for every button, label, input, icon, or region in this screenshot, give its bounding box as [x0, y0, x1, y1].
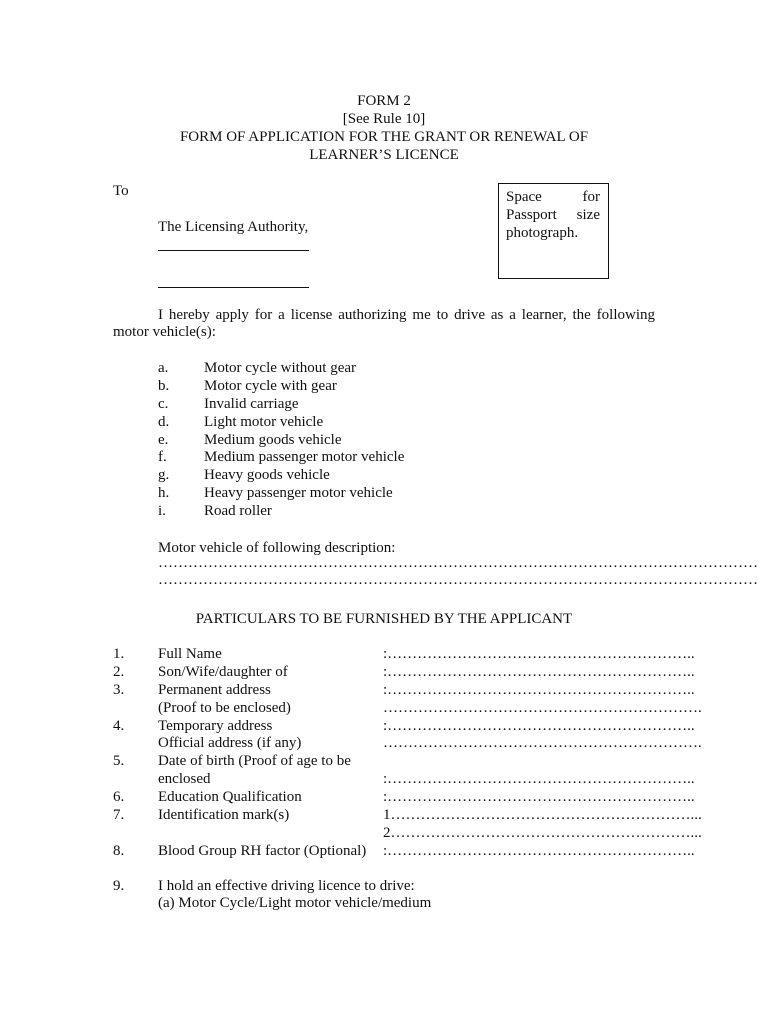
particulars-row: [113, 753, 658, 771]
item-label: Education Qualification: [158, 789, 302, 806]
rule-reference: [See Rule 10]: [342, 111, 426, 127]
item-number: 1.: [113, 646, 125, 662]
item-blank: ……………………………………………………….: [383, 735, 702, 752]
vehicle-class-label: Medium passenger motor vehicle: [204, 449, 405, 466]
vehicle-class-letter: i.: [158, 503, 166, 520]
form-header: [113, 92, 655, 164]
item-label: Date of birth (Proof of age to be: [158, 753, 351, 770]
vehicle-class-item: [158, 414, 558, 432]
vehicle-class-letter: f.: [158, 449, 167, 466]
vehicle-class-letter: g.: [158, 467, 170, 484]
vehicle-class-letter: a.: [158, 360, 169, 376]
address-blank-line: [158, 287, 309, 288]
vehicle-class-label: Road roller: [204, 503, 272, 520]
item-blank: :……………………………………………………..: [383, 789, 695, 806]
particulars-row: [113, 717, 695, 736]
vehicle-class-letter: c.: [158, 395, 169, 412]
vehicle-class-item: [158, 503, 558, 521]
item-number: 9.: [113, 878, 125, 894]
dotted-blank-line: …………………………………………………………………………………………………………: [158, 572, 758, 588]
vehicle-class-letter: e.: [158, 431, 169, 448]
particulars-heading: PARTICULARS TO BE FURNISHED BY THE APPLICANT: [195, 611, 573, 627]
item-number: 6.: [113, 789, 125, 806]
item-blank: 2……………………………………………………...: [383, 824, 702, 841]
vehicle-class-label: Medium goods vehicle: [204, 431, 342, 448]
item-label: Temporary address: [158, 717, 273, 734]
particulars-row: [113, 699, 702, 718]
vehicle-class-label: Motor cycle with gear: [204, 377, 337, 394]
particulars-row: [113, 646, 695, 664]
vehicle-class-label: Invalid carriage: [204, 395, 299, 412]
item-blank: :……………………………………………………..: [383, 717, 695, 734]
form-title-continued: LEARNER’S LICENCE: [309, 147, 459, 163]
item-label: Identification mark(s): [158, 807, 290, 824]
item-label: Son/Wife/daughter of: [158, 663, 288, 680]
item-number: 5.: [113, 753, 125, 770]
vehicle-class-label: Heavy passenger motor vehicle: [204, 485, 393, 502]
licensing-authority: The Licensing Authority,: [158, 219, 309, 235]
particulars-list: [113, 646, 702, 861]
vehicle-description-blanks: [158, 555, 758, 589]
item-label: Blood Group RH factor (Optional): [158, 842, 367, 859]
item-blank: :……………………………………………………..: [383, 646, 695, 662]
item-blank: :……………………………………………………..: [383, 842, 695, 859]
passport-photo-box: [498, 183, 609, 279]
item-number: 2.: [113, 663, 125, 680]
particulars-row: [113, 789, 695, 807]
addressee-to: To: [113, 183, 129, 199]
driving-licence-held-item: [113, 878, 655, 912]
item-nine-line: [113, 878, 655, 895]
item-blank: ……………………………………………………….: [383, 699, 702, 716]
item-label: Full Name: [158, 646, 222, 662]
item-label: enclosed: [158, 771, 211, 788]
particulars-row: [113, 807, 702, 825]
item-nine-line: [113, 895, 655, 912]
item-number: 8.: [113, 842, 125, 859]
photo-box-text: Space for Passport size photograph.: [506, 189, 600, 241]
item-label: Official address (if any): [158, 735, 302, 752]
particulars-row: [113, 735, 702, 753]
item-number: 3.: [113, 681, 125, 698]
item-sub-label: (a) Motor Cycle/Light motor vehicle/medium: [158, 895, 432, 911]
item-blank: 1……………………………………………………...: [383, 807, 702, 824]
item-label: I hold an effective driving licence to drive:: [158, 878, 415, 894]
vehicle-class-label: Heavy goods vehicle: [204, 467, 330, 484]
vehicle-class-item: [158, 378, 558, 396]
particulars-row: [113, 824, 702, 843]
vehicle-class-item: [158, 360, 558, 378]
vehicle-class-item: [158, 449, 558, 467]
application-statement: I hereby apply for a license authorizing me to drive as a learner, the following motor vehicle(s):: [113, 307, 655, 340]
vehicle-class-list: [158, 360, 558, 521]
particulars-row: [113, 771, 695, 789]
form-number: FORM 2: [357, 93, 411, 109]
address-blank-line: [158, 250, 309, 251]
particulars-row: [113, 681, 695, 700]
dotted-blank-line: …………………………………………………………………………………………………………: [158, 555, 758, 571]
vehicle-class-letter: b.: [158, 377, 170, 394]
vehicle-class-label: Light motor vehicle: [204, 413, 324, 430]
form-title: FORM OF APPLICATION FOR THE GRANT OR RENEWAL OF: [179, 129, 589, 145]
vehicle-description-label: Motor vehicle of following description:: [158, 540, 396, 556]
particulars-row: [113, 663, 695, 682]
vehicle-class-item: [158, 467, 558, 485]
item-number: 4.: [113, 717, 125, 734]
item-label: (Proof to be enclosed): [158, 699, 291, 716]
vehicle-class-letter: d.: [158, 413, 170, 430]
vehicle-class-item: [158, 485, 558, 503]
vehicle-class-label: Motor cycle without gear: [204, 360, 357, 376]
item-blank: :……………………………………………………..: [383, 771, 695, 788]
vehicle-class-item: [158, 396, 558, 414]
vehicle-class-letter: h.: [158, 485, 170, 502]
particulars-row: [113, 842, 695, 861]
item-number: 7.: [113, 807, 125, 824]
item-label: Permanent address: [158, 681, 271, 698]
item-blank: :……………………………………………………..: [383, 663, 695, 680]
item-blank: :……………………………………………………..: [383, 681, 695, 698]
vehicle-class-item: [158, 432, 558, 450]
